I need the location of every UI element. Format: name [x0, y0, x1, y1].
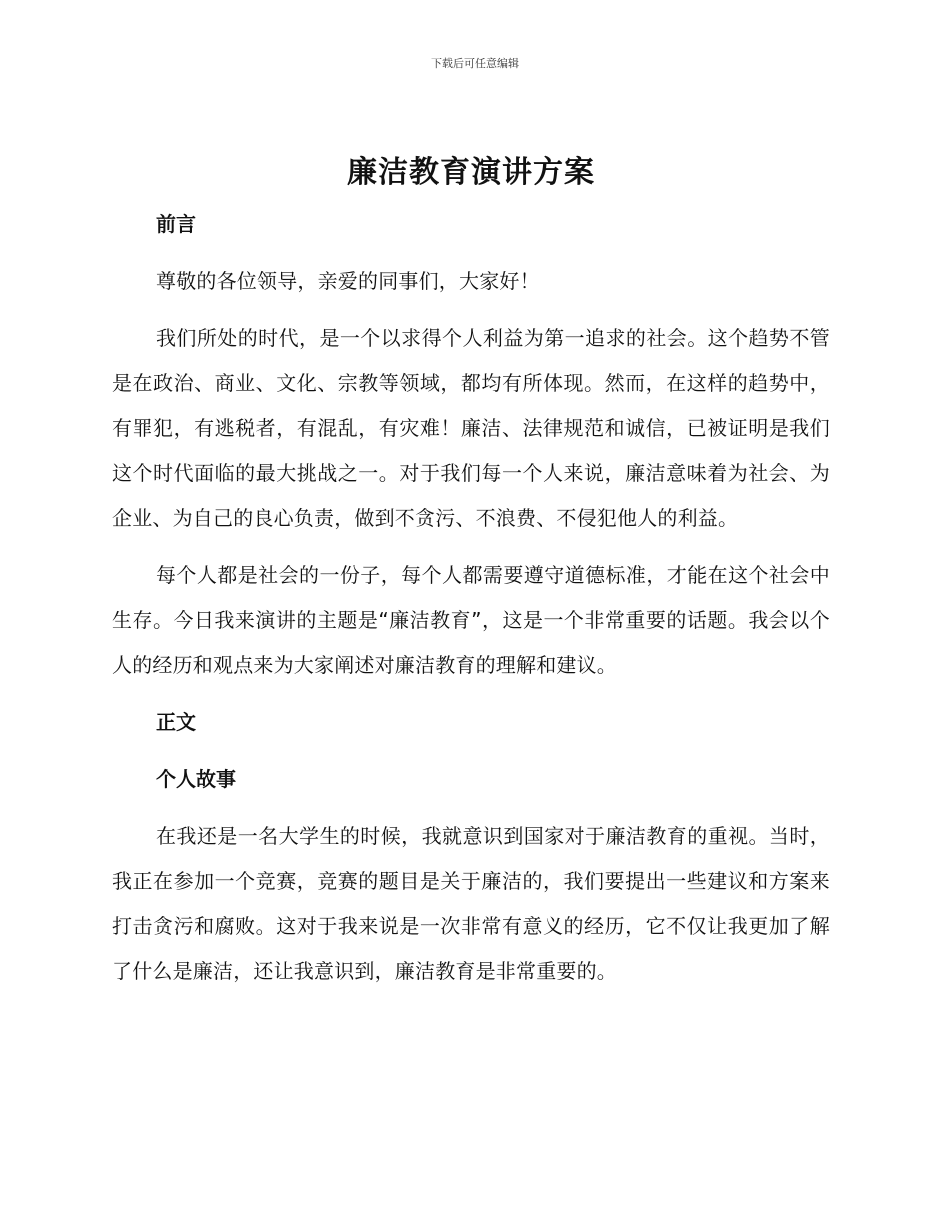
section-heading-personal-story: 个人故事 [156, 767, 236, 791]
greeting-paragraph: 尊敬的各位领导，亲爱的同事们，大家好！ [156, 269, 540, 293]
paragraph-1: 我们所处的时代，是一个以求得个人利益为第一追求的社会。这个趋势不管是在政治、商业、文化、宗教等领域，都均有所体现。然而，在这样的趋势中，有罪犯，有逃税者，有混乱，有灾难！廉洁、法律规范和诚信，已被证明是我们这个时代面临的最大挑战之一。对于我们每一个人来说，廉洁意味着为社会、为企业、为自己的良心负责，做到不贪污、不浪费、不侵犯他人的利益。 [112, 326, 830, 530]
paragraph-3: 在我还是一名大学生的时候，我就意识到国家对于廉洁教育的重视。当时，我正在参加一个竞赛，竞赛的题目是关于廉洁的，我们要提出一些建议和方案来打击贪污和腐败。这对于我来说是一次非常有意义的经历，它不仅让我更加了解了什么是廉洁，还让我意识到，廉洁教育是非常重要的。 [112, 824, 830, 983]
section-heading-preface: 前言 [156, 212, 196, 236]
paragraph-2: 每个人都是社会的一份子，每个人都需要遵守道德标准，才能在这个社会中生存。今日我来演讲的主题是“廉洁教育”，这是一个非常重要的话题。我会以个人的经历和观点来为大家阐述对廉洁教育的理解和建议。 [112, 563, 830, 677]
document-title: 廉洁教育演讲方案 [347, 155, 595, 190]
document-body [112, 150, 830, 1006]
page-header-note: 下载后可任意编辑 [431, 57, 519, 70]
section-heading-body: 正文 [156, 710, 196, 734]
